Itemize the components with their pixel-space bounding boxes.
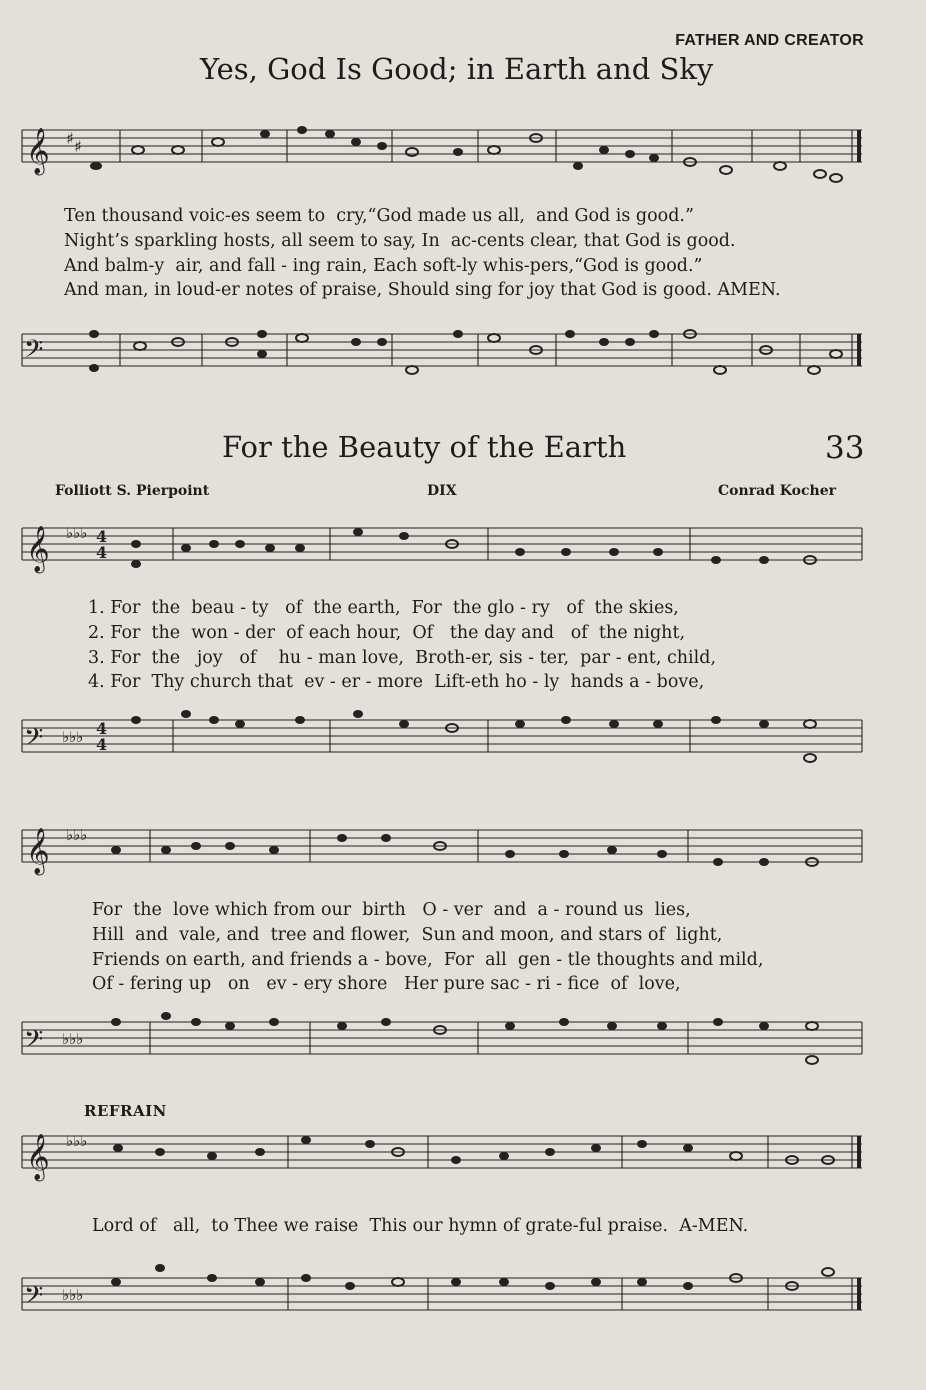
verse-4-line-a: 4. For Thy church that ev - er - more Lift-eth ho - ly hands a - bove, [88,672,705,693]
svg-text:♭♭♭: ♭♭♭ [62,1030,84,1048]
svg-text:4: 4 [96,735,108,754]
svg-text:♯: ♯ [66,129,74,148]
prev-bass-staff [0,320,926,400]
svg-text:𝄞: 𝄞 [26,128,50,174]
verse-2-line-b: Hill and vale, and tree and flower, Sun and moon, and stars of light, [92,924,723,945]
prev-hymn-verses [64,204,781,303]
svg-text:𝄢: 𝄢 [24,335,44,370]
prev-verse-line-2: Night’s sparkling hosts, all seem to say, In ac-cents clear, that God is good. [64,230,736,251]
verse-4-line-b: Of - fering up on ev - ery shore Her pure sac - ri - fice of love, [92,974,681,995]
hymn-title: For the Beauty of the Earth [222,430,627,464]
hymn-number: 33 [825,430,865,466]
svg-text:𝄞: 𝄞 [26,526,50,572]
prev-verse-line-1: Ten thousand voic-es seem to cry,“God made us all, and God is good.” [64,206,694,226]
verse-1-line-b: For the love which from our birth O - ver and a - round us lies, [92,900,691,920]
treble-staff-system-1 [0,520,926,590]
svg-text:♯: ♯ [74,137,82,156]
svg-text:𝄞: 𝄞 [26,1134,50,1180]
section-header: FATHER AND CREATOR [675,32,864,49]
svg-text:♭♭♭: ♭♭♭ [66,1132,88,1150]
svg-text:𝄢: 𝄢 [24,723,44,758]
verse-2-line-a: 2. For the won - der of each hour, Of the day and of the night, [88,622,686,643]
verse-1-line-a: 1. For the beau - ty of the earth, For the glo - ry of the skies, [88,598,679,618]
hymn-tune-name: DIX [427,483,457,499]
svg-text:4: 4 [96,543,108,562]
bass-staff-system-2 [0,1008,926,1098]
prev-verse-line-4: And man, in loud-er notes of praise, Should sing for joy that God is good. AMEN. [64,280,781,301]
hymn-composer: Conrad Kocher [718,483,836,499]
prev-verse-line-3: And balm-y air, and fall - ing rain, Each soft-ly whis-pers,“God is good.” [64,255,703,276]
svg-text:𝄞: 𝄞 [26,828,50,874]
verse-3-line-b: Friends on earth, and friends a - bove, For all gen - tle thoughts and mild, [92,949,764,970]
svg-text:♭♭♭: ♭♭♭ [66,826,88,844]
svg-text:4: 4 [96,719,108,738]
refrain-label: REFRAIN [84,1102,167,1120]
svg-text:♭♭♭: ♭♭♭ [66,524,88,542]
verse-3-line-a: 3. For the joy of hu - man love, Broth-er, sis - ter, par - ent, child, [88,647,717,668]
svg-text:4: 4 [96,527,108,546]
svg-text:𝄢: 𝄢 [24,1281,44,1316]
prev-treble-staff [0,122,926,192]
bass-staff-system-1 [0,706,926,796]
svg-text:♭♭♭: ♭♭♭ [62,728,84,746]
bass-staff-refrain [0,1264,926,1354]
svg-text:𝄢: 𝄢 [24,1025,44,1060]
verses-part-1 [88,596,716,695]
svg-text:♭♭♭: ♭♭♭ [62,1286,84,1304]
verses-part-2 [92,898,763,997]
refrain-line: Lord of all, to Thee we raise This our hymn of grate-ful praise. A-MEN. [92,1216,749,1236]
treble-staff-refrain [0,1128,926,1198]
prev-hymn-title: Yes, God Is Good; in Earth and Sky [200,52,714,86]
refrain-lyrics [92,1214,748,1239]
treble-staff-system-2 [0,822,926,892]
hymn-author: Folliott S. Pierpoint [55,483,210,499]
